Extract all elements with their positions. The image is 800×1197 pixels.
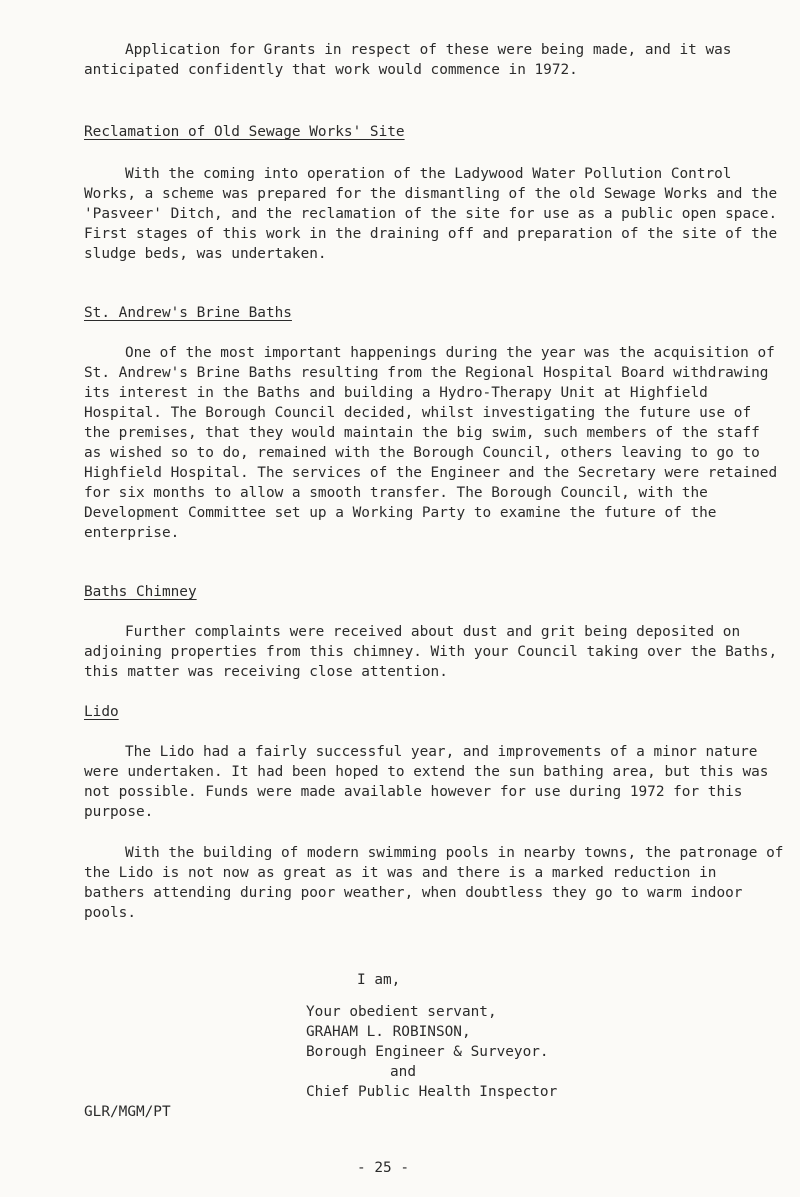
section-heading: Baths Chimney	[84, 584, 197, 600]
signature-title: Borough Engineer & Surveyor.	[306, 1044, 549, 1060]
intro-paragraph: Application for Grants in respect of these were being made, and it was anticipated confidently that work would commence in 1972.	[84, 42, 732, 78]
signature-block-details	[306, 1002, 766, 1102]
signature-servant: Your obedient servant,	[306, 1004, 497, 1020]
section-lido	[84, 702, 784, 722]
section-heading: Reclamation of Old Sewage Works' Site	[84, 124, 405, 140]
section-brine-baths	[84, 303, 784, 323]
section-brine-baths-body	[84, 343, 784, 543]
section-paragraph: With the building of modern swimming pools in nearby towns, the patronage of the Lido is not now as great as it was and there is a marked reduction in bathers attending during poor weather, when doubtless they go to warm indoor pools.	[84, 845, 784, 921]
section-paragraph: Further complaints were received about dust and grit being deposited on adjoining properties from this chimney. With your Council taking over the Baths, this matter was receiving close attention.	[84, 624, 778, 680]
section-paragraph: One of the most important happenings during the year was the acquisition of St. Andrew's Brine Baths resulting from the Regional Hospital Board withdrawing its interest in the Baths and building a Hydro-Therapy Unit at Highfield Hospital. The Borough Council decided, whilst investigating the future use of the premises, that they would maintain the big swim, such members of the staff as wished so to do, remained with the Borough Council, others leaving to go to Highfield Hospital. The services of the Engineer and the Secretary were retained for six months to allow a smooth transfer. The Borough Council, with the Development Committee set up a Working Party to examine the future of the enterprise.	[84, 345, 778, 541]
reference-code: GLR/MGM/PT	[84, 1104, 171, 1120]
section-reclamation	[84, 122, 784, 142]
intro-block	[84, 40, 784, 80]
section-paragraph: With the coming into operation of the Ladywood Water Pollution Control Works, a scheme was prepared for the dismantling of the old Sewage Works and the 'Pasveer' Ditch, and the reclamation of the site for use as a public open space. First stages of this work in the draining off and preparation of the site of the sludge beds, was undertaken.	[84, 166, 778, 262]
section-lido-body-1	[84, 742, 784, 822]
section-heading: Lido	[84, 704, 119, 720]
section-paragraph: The Lido had a fairly successful year, and improvements of a minor nature were undertaken. It had been hoped to extend the sun bathing area, but this was not possible. Funds were made available however for use during 1972 for this purpose.	[84, 744, 769, 820]
signature-title-2: Chief Public Health Inspector	[306, 1084, 558, 1100]
section-heading: St. Andrew's Brine Baths	[84, 305, 292, 321]
section-baths-chimney-body	[84, 622, 784, 682]
section-baths-chimney	[84, 582, 784, 602]
signature-name: GRAHAM L. ROBINSON,	[306, 1024, 471, 1040]
page-number: - 25 -	[357, 1160, 409, 1176]
section-reclamation-body	[84, 164, 784, 264]
section-lido-body-2	[84, 843, 784, 923]
signature-block	[357, 970, 800, 990]
signature-and: and	[390, 1064, 416, 1080]
signature-closing: I am,	[357, 972, 401, 988]
